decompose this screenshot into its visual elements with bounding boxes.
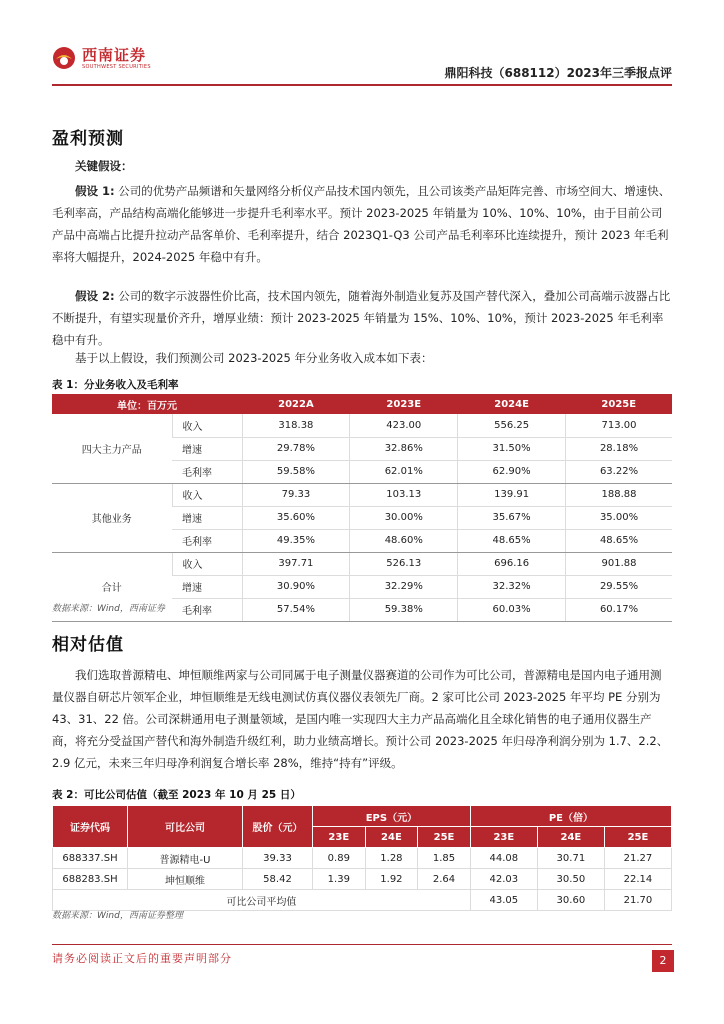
assumption-1 xyxy=(52,180,672,268)
table-cell: 31.50% xyxy=(458,437,566,460)
header-eps: EPS（元） xyxy=(313,806,471,827)
revenue-table-body xyxy=(52,414,672,621)
company-name: 普源精电-U xyxy=(128,848,243,869)
stock-code: 688283.SH xyxy=(53,869,128,890)
table-row xyxy=(52,483,672,506)
pe-cell: 44.08 xyxy=(470,848,537,869)
eps-cell: 1.28 xyxy=(365,848,418,869)
table-cell: 57.54% xyxy=(242,598,350,621)
table1-source: 数据来源：Wind，西南证券 xyxy=(52,604,165,614)
table-cell: 59.58% xyxy=(242,460,350,483)
header-code: 证券代码 xyxy=(53,806,128,848)
segment-name: 四大主力产品 xyxy=(52,414,172,483)
stock-price: 39.33 xyxy=(243,848,313,869)
table-cell: 103.13 xyxy=(350,483,458,506)
table-cell: 49.35% xyxy=(242,529,350,552)
page-number: 2 xyxy=(652,950,674,972)
table-row xyxy=(52,552,672,575)
valuation-paragraph: 我们选取普源精电、坤恒顺维两家与公司同属于电子测量仪器赛道的公司作为可比公司，普源精电是国内电子通用测量仪器自研芯片领军企业，坤恒顺维是无线电测试仿真仪器仪表领先厂商。2 家可比公司 2023-2025 年平均 PE 分别为 43、31、22 倍。公司深耕通用电子测量领域，是国内唯一实现四大主力产品高端化且全球化销售的电子通用仪器生产商，将充分受益国产替代和海外制造升级红利，助力业绩高增长。预计公司 2023-2025 年归母净利润分别为 1.7、2.2、2.9 亿元，未来三年归母净利润复合增长率 28%，维持“持有”评级。 xyxy=(52,668,669,770)
table1-title: 表 1：分业务收入及毛利率 xyxy=(52,379,179,391)
table-cell: 526.13 xyxy=(350,552,458,575)
company-name: 坤恒顺维 xyxy=(128,869,243,890)
table-cell: 32.32% xyxy=(458,575,566,598)
comparable-valuation-table xyxy=(52,805,672,911)
header-price: 股价（元） xyxy=(243,806,313,848)
table-cell: 48.65% xyxy=(458,529,566,552)
table-cell: 62.90% xyxy=(458,460,566,483)
table-cell: 59.38% xyxy=(350,598,458,621)
metric-name: 增速 xyxy=(172,437,242,460)
table-cell: 48.60% xyxy=(350,529,458,552)
average-label: 可比公司平均值 xyxy=(53,890,471,911)
header-year: 25E xyxy=(604,827,671,848)
table-cell: 139.91 xyxy=(458,483,566,506)
logo-cn-text: 西南证券 xyxy=(82,45,147,64)
table-cell: 318.38 xyxy=(242,414,350,437)
table-header-cell: 2022A xyxy=(242,394,350,414)
header-year: 24E xyxy=(537,827,604,848)
metric-name: 毛利率 xyxy=(172,529,242,552)
table-cell: 35.67% xyxy=(458,506,566,529)
table-cell: 35.00% xyxy=(566,506,672,529)
logo-en-text: SOUTHWEST SECURITIES xyxy=(82,63,151,70)
assumption-2-label: 假设 2: xyxy=(75,289,115,303)
table-header-row xyxy=(52,394,672,414)
footer-divider xyxy=(52,944,672,945)
table-cell: 29.78% xyxy=(242,437,350,460)
table-cell: 713.00 xyxy=(566,414,672,437)
metric-name: 收入 xyxy=(172,414,242,437)
metric-name: 增速 xyxy=(172,506,242,529)
table-row xyxy=(52,414,672,437)
assumption-summary: 基于以上假设，我们预测公司 2023-2025 年分业务收入成本如下表： xyxy=(75,351,433,365)
table2-source: 数据来源：Wind，西南证券整理 xyxy=(52,911,183,921)
metric-name: 毛利率 xyxy=(172,460,242,483)
table-cell: 29.55% xyxy=(566,575,672,598)
table-cell: 32.86% xyxy=(350,437,458,460)
table-header-cell: 单位：百万元 xyxy=(52,394,242,414)
eps-cell: 0.89 xyxy=(313,848,366,869)
table-cell: 48.65% xyxy=(566,529,672,552)
average-pe-cell: 43.05 xyxy=(470,890,537,911)
pe-cell: 30.50 xyxy=(537,869,604,890)
table-cell: 63.22% xyxy=(566,460,672,483)
section-title-forecast: 盈利预测 xyxy=(52,129,124,149)
section-title-valuation: 相对估值 xyxy=(52,635,124,655)
assumption-2 xyxy=(52,285,672,351)
table-cell: 79.33 xyxy=(242,483,350,506)
assumption-2-text: 公司的数字示波器性价比高，技术国内领先，随着海外制造业复苏及国产替代深入，叠加公司高端示波器占比不断提升，有望实现量价齐升，增厚业绩：预计 2023-2025 年销量为 15%、10%、10%，预计 2023-2025 年毛利率稳中有升。 xyxy=(52,289,671,347)
header-pe: PE（倍） xyxy=(470,806,671,827)
eps-cell: 1.92 xyxy=(365,869,418,890)
average-pe-cell: 30.60 xyxy=(537,890,604,911)
table2-title: 表 2：可比公司估值（截至 2023 年 10 月 25 日） xyxy=(52,789,301,801)
header-year: 25E xyxy=(418,827,471,848)
pe-cell: 42.03 xyxy=(470,869,537,890)
metric-name: 毛利率 xyxy=(172,598,242,621)
metric-name: 增速 xyxy=(172,575,242,598)
table-row xyxy=(53,848,672,869)
eps-cell: 1.39 xyxy=(313,869,366,890)
stock-code: 688337.SH xyxy=(53,848,128,869)
table-cell: 901.88 xyxy=(566,552,672,575)
key-assumptions-heading: 关键假设： xyxy=(75,159,133,173)
company-logo xyxy=(52,40,182,76)
pe-cell: 30.71 xyxy=(537,848,604,869)
table-cell: 62.01% xyxy=(350,460,458,483)
eps-cell: 1.85 xyxy=(418,848,471,869)
segment-name: 其他业务 xyxy=(52,483,172,552)
table-cell: 397.71 xyxy=(242,552,350,575)
header-year: 24E xyxy=(365,827,418,848)
pe-cell: 22.14 xyxy=(604,869,671,890)
header-divider xyxy=(52,84,672,86)
table-cell: 423.00 xyxy=(350,414,458,437)
table-cell: 60.17% xyxy=(566,598,672,621)
table-cell: 696.16 xyxy=(458,552,566,575)
table-cell: 188.88 xyxy=(566,483,672,506)
comparable-table-body xyxy=(53,848,672,911)
revenue-table xyxy=(52,394,672,622)
metric-name: 收入 xyxy=(172,552,242,575)
table-header-cell: 2024E xyxy=(458,394,566,414)
footer-disclaimer: 请务必阅读正文后的重要声明部分 xyxy=(52,952,232,965)
table-header-row xyxy=(53,806,672,827)
table-cell: 60.03% xyxy=(458,598,566,621)
table-cell: 35.60% xyxy=(242,506,350,529)
table-cell: 32.29% xyxy=(350,575,458,598)
average-pe-cell: 21.70 xyxy=(604,890,671,911)
table-cell: 28.18% xyxy=(566,437,672,460)
metric-name: 收入 xyxy=(172,483,242,506)
report-title: 鼎阳科技（688112）2023年三季报点评 xyxy=(444,66,672,80)
eps-cell: 2.64 xyxy=(418,869,471,890)
header-company: 可比公司 xyxy=(128,806,243,848)
stock-price: 58.42 xyxy=(243,869,313,890)
table-cell: 30.00% xyxy=(350,506,458,529)
logo-emblem-icon xyxy=(52,46,76,70)
segment-name: 合计 xyxy=(52,552,172,621)
table-cell: 30.90% xyxy=(242,575,350,598)
pe-cell: 21.27 xyxy=(604,848,671,869)
header-year: 23E xyxy=(313,827,366,848)
table-cell: 556.25 xyxy=(458,414,566,437)
assumption-1-text: 公司的优势产品频谱和矢量网络分析仪产品技术国内领先，且公司该类产品矩阵完善、市场空间大、增速快、毛利率高，产品结构高端化能够进一步提升毛利率水平。预计 2023-2025 年销量为 10%、10%、10%，由于目前公司产品中高端占比提升拉动产品客单价、毛利率提升，结合 2023Q1-Q3 公司产品毛利率环比连续提升，预计 2023 年毛利率将大幅提升，2024-2025 年稳中有升。 xyxy=(52,184,671,264)
table-header-cell: 2025E xyxy=(566,394,672,414)
header-year: 23E xyxy=(470,827,537,848)
table-header-cell: 2023E xyxy=(350,394,458,414)
assumption-1-label: 假设 1: xyxy=(75,184,115,198)
table-row xyxy=(53,869,672,890)
